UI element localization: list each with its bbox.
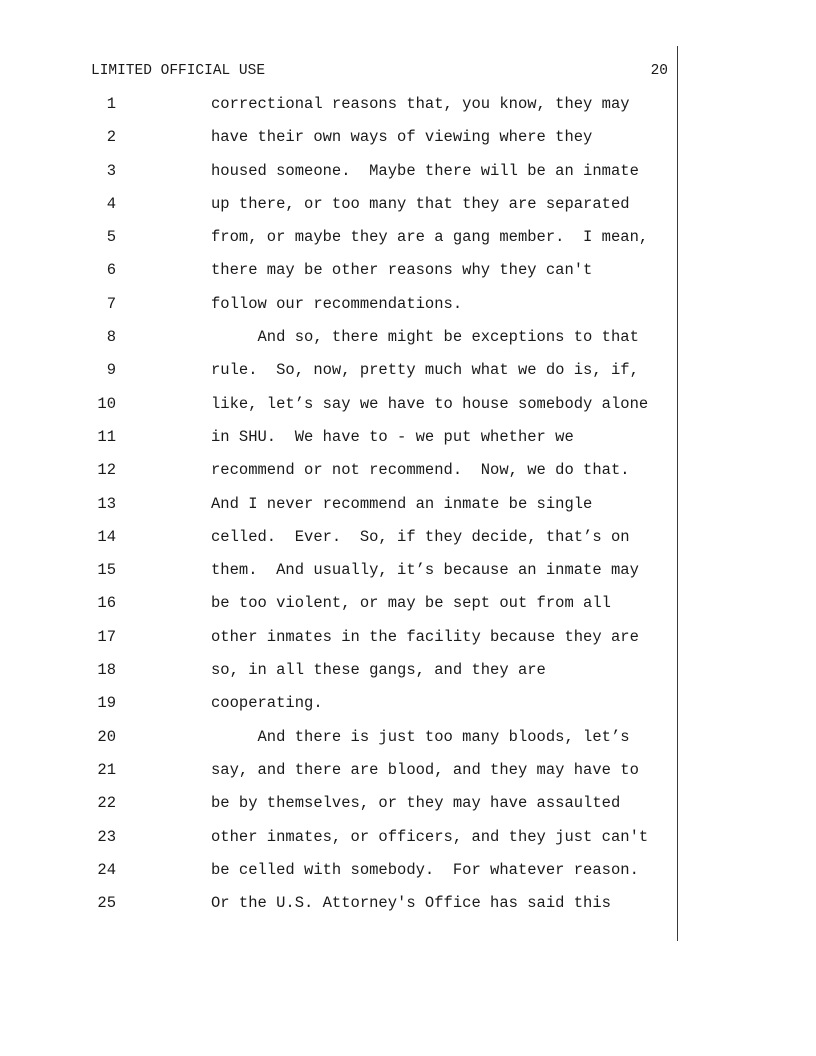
line-text: correctional reasons that, you know, they may xyxy=(211,95,630,113)
line-number: 21 xyxy=(97,760,116,779)
line-number: 5 xyxy=(106,228,116,247)
line-text: other inmates in the facility because they are xyxy=(211,627,639,646)
line-text: celled. Ever. So, if they decide, that’s on xyxy=(211,527,630,546)
line-text: And I never recommend an inmate be single xyxy=(211,494,593,513)
line-number: 12 xyxy=(97,461,116,480)
line-text: like, let’s say we have to house somebody alone xyxy=(211,394,649,413)
line-text: from, or maybe they are a gang member. I mean, xyxy=(211,228,649,247)
line-text: have their own ways of viewing where they xyxy=(211,128,593,147)
line-number: 17 xyxy=(97,627,116,646)
transcript-line xyxy=(0,128,676,161)
line-text: And so, there might be exceptions to that xyxy=(211,328,639,347)
line-number: 11 xyxy=(97,427,116,446)
transcript-line xyxy=(0,261,676,294)
transcript-line xyxy=(0,694,676,727)
line-text: in SHU. We have to - we put whether we xyxy=(211,427,574,446)
line-number: 14 xyxy=(97,527,116,546)
page-number: 20 xyxy=(650,63,668,79)
line-text: there may be other reasons why they can't xyxy=(211,261,593,280)
line-text: other inmates, or officers, and they just can't xyxy=(211,827,649,846)
line-number: 24 xyxy=(97,860,116,879)
line-number: 22 xyxy=(97,794,116,813)
transcript-line xyxy=(0,395,676,428)
transcript-body xyxy=(0,95,676,927)
line-text: Or the U.S. Attorney's Office has said this xyxy=(211,894,611,913)
line-text: housed someone. Maybe there will be an inmate xyxy=(211,161,639,180)
line-number: 13 xyxy=(97,494,116,513)
line-text: recommend or not recommend. Now, we do that. xyxy=(211,461,630,480)
line-number: 1 xyxy=(106,95,116,113)
transcript-line xyxy=(0,328,676,361)
transcript-line xyxy=(0,528,676,561)
transcript-line xyxy=(0,594,676,627)
line-number: 23 xyxy=(97,827,116,846)
transcript-line xyxy=(0,861,676,894)
line-number: 8 xyxy=(106,328,116,347)
line-number: 9 xyxy=(106,361,116,380)
transcript-line xyxy=(0,228,676,261)
line-text: them. And usually, it’s because an inmate may xyxy=(211,561,639,580)
transcript-line xyxy=(0,295,676,328)
line-number: 18 xyxy=(97,661,116,680)
line-number: 4 xyxy=(106,194,116,213)
line-text: cooperating. xyxy=(211,694,323,713)
right-margin-rule xyxy=(677,46,678,941)
line-text: be celled with somebody. For whatever reason. xyxy=(211,860,639,879)
line-number: 25 xyxy=(97,894,116,913)
line-number: 15 xyxy=(97,561,116,580)
transcript-line xyxy=(0,162,676,195)
line-text: so, in all these gangs, and they are xyxy=(211,661,546,680)
line-text: be by themselves, or they may have assaulted xyxy=(211,794,621,813)
line-number: 2 xyxy=(106,128,116,147)
transcript-line xyxy=(0,894,676,927)
line-number: 6 xyxy=(106,261,116,280)
line-text: follow our recommendations. xyxy=(211,294,463,313)
transcript-line xyxy=(0,428,676,461)
transcript-line xyxy=(0,361,676,394)
line-text: up there, or too many that they are separated xyxy=(211,194,630,213)
transcript-line xyxy=(0,495,676,528)
transcript-line xyxy=(0,461,676,494)
line-number: 19 xyxy=(97,694,116,713)
line-number: 20 xyxy=(97,727,116,746)
transcript-line xyxy=(0,561,676,594)
transcript-line xyxy=(0,728,676,761)
line-number: 7 xyxy=(106,294,116,313)
transcript-line xyxy=(0,95,676,128)
line-number: 10 xyxy=(97,394,116,413)
transcript-line xyxy=(0,761,676,794)
transcript-line xyxy=(0,661,676,694)
transcript-line xyxy=(0,794,676,827)
line-text: say, and there are blood, and they may have to xyxy=(211,760,639,779)
line-number: 16 xyxy=(97,594,116,613)
line-text: And there is just too many bloods, let’s xyxy=(211,727,630,746)
transcript-line xyxy=(0,828,676,861)
line-text: be too violent, or may be sept out from all xyxy=(211,594,611,613)
line-number: 3 xyxy=(106,161,116,180)
transcript-line xyxy=(0,628,676,661)
line-text: rule. So, now, pretty much what we do is, if, xyxy=(211,361,639,380)
classification-header: LIMITED OFFICIAL USE xyxy=(91,63,266,79)
transcript-line xyxy=(0,195,676,228)
